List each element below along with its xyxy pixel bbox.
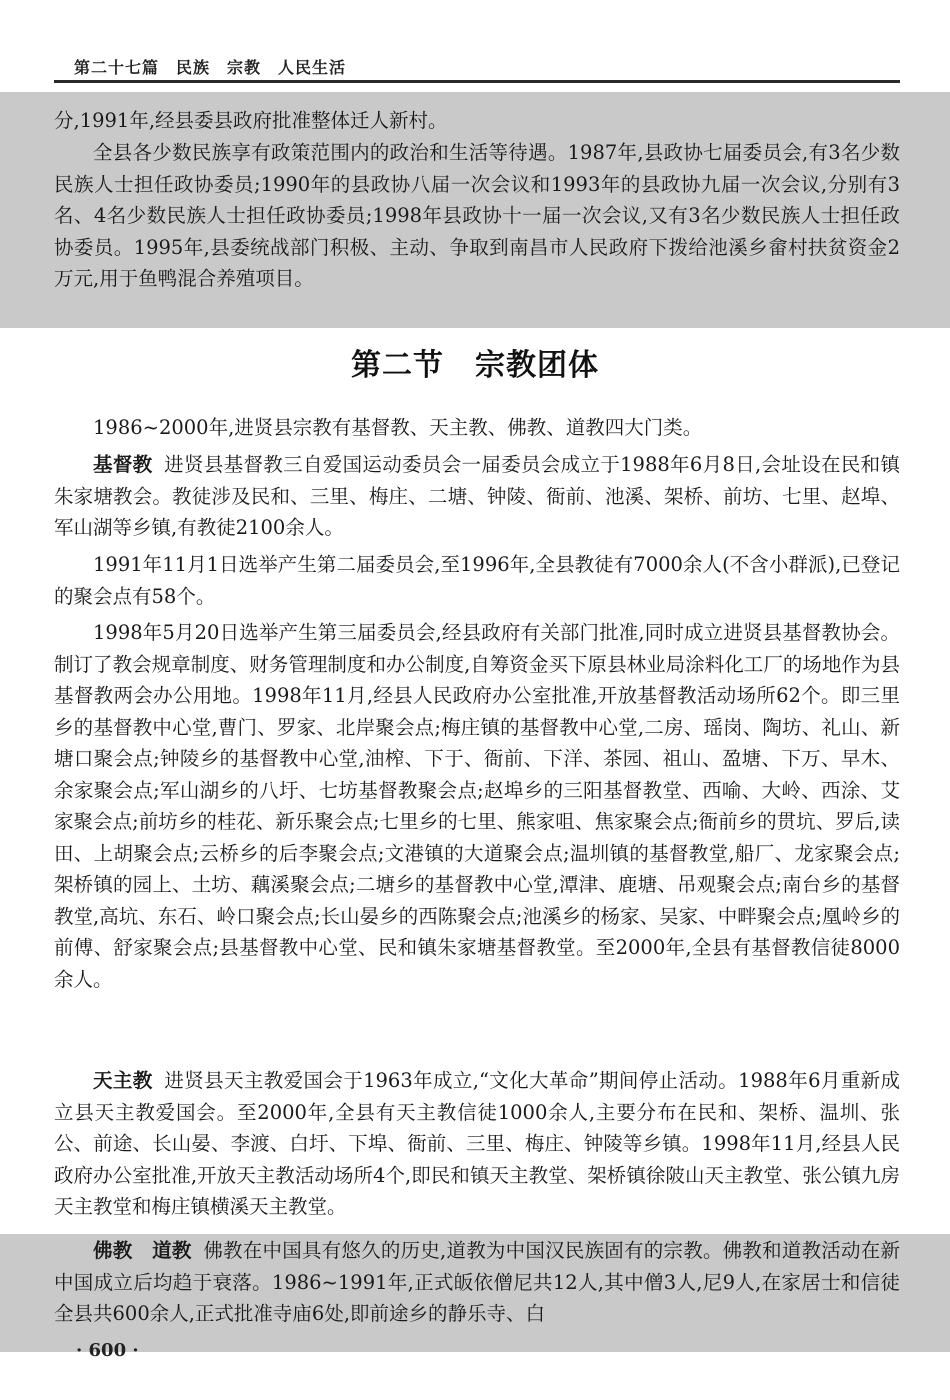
section-title: 第二节 宗教团体 [351, 348, 599, 383]
running-header-text: 第二十七篇 民族 宗教 人民生活 [74, 58, 347, 77]
paragraph-christianity-1 [54, 449, 900, 544]
running-header [54, 52, 900, 83]
buddhism-taoism-heading: 佛教 道教 [93, 1239, 192, 1262]
paragraph-buddhism-taoism [54, 1235, 900, 1330]
catholicism-text: 进贤县天主教爱国会于1963年成立,“文化大革命”期间停止活动。1988年6月重新成立县天主教爱国会。至2000年,全县有天主教信徒1000余人,主要分布在民和、架桥、温圳、张公、前途、长山晏、李渡、白圩、下埠、衙前、三里、梅庄、钟陵等乡镇。1998年11月,经县人民政府办公室批准,开放天主教活动场所4个,即民和镇天主教堂、架桥镇徐陂山天主教堂、张公镇九房天主教堂和梅庄镇横溪天主教堂。 [54, 1069, 900, 1218]
catholicism-heading: 天主教 [93, 1069, 153, 1092]
buddhism-taoism-text: 佛教在中国具有悠久的历史,道教为中国汉民族固有的宗教。佛教和道教活动在新中国成立后均趋于衰落。1986~1991年,正式皈依僧尼共12人,其中僧3人,尼9人,在家居士和信徒全县共600余人,正式批准寺庙6处,即前途乡的静乐寺、白 [54, 1239, 900, 1325]
christianity-text-1: 进贤县基督教三自爱国运动委员会一届委员会成立于1988年6月8日,会址设在民和镇朱家塘教会。教徒涉及民和、三里、梅庄、二塘、钟陵、衙前、池溪、架桥、前坊、七里、赵埠、军山湖等乡镇,有教徒2100余人。 [54, 453, 900, 539]
paragraph-christianity-3: 1998年5月20日选举产生第三届委员会,经县政府有关部门批准,同时成立进贤县基督教协会。制订了教会规章制度、财务管理制度和办公制度,自筹资金买下原县林业局涂料化工厂的场地作为县基督教两会办公用地。1998年11月,经县人民政府办公室批准,开放基督教活动场所62个。即三里乡的基督教中心堂,曹门、罗家、北岸聚会点;梅庄镇的基督教中心堂,二房、瑶岗、陶坊、礼山、新塘口聚会点;钟陵乡的基督教中心堂,油榨、下于、衙前、下洋、茶园、祖山、盈塘、下万、早木、余家聚会点;军山湖乡的八圩、七坊基督教聚会点;赵埠乡的三阳基督教堂、西喻、大岭、西涂、艾家聚会点;前坊乡的桂花、新乐聚会点;七里乡的七里、熊家咀、焦家聚会点;衙前乡的贯坑、罗后,读田、上胡聚会点;云桥乡的后李聚会点;文港镇的大道聚会点;温圳镇的基督教堂,船厂、龙家聚会点;架桥镇的园上、土坊、藕溪聚会点;二塘乡的基督教中心堂,潭津、鹿塘、吊观聚会点;南台乡的基督教堂,高坑、东石、岭口聚会点;长山晏乡的西陈聚会点;池溪乡的杨家、吴家、中畔聚会点;凰岭乡的前傅、舒家聚会点;县基督教中心堂、民和镇朱家塘基督教堂。至2000年,全县有基督教信徒8000余人。 [54, 621, 900, 991]
paragraph-minority-treatment: 全县各少数民族享有政策范围内的政治和生活等待遇。1987年,县政协七届委员会,有3名少数民族人士担任政协委员;1990年的县政协八届一次会议和1993年的县政协九届一次会议,分别有3名、4名少数民族人士担任政协委员;1998年县政协十一届一次会议,又有3名少数民族人士担任政协委员。1995年,县委统战部门积极、主动、争取到南昌市人民政府下拨给池溪乡畲村扶贫资金2万元,用于鱼鸭混合养殖项目。 [54, 141, 900, 290]
christianity-heading: 基督教 [93, 453, 153, 476]
paragraph-intro: 1986~2000年,进贤县宗教有基督教、天主教、佛教、道教四大门类。 [93, 416, 703, 439]
paragraph-continued: 分,1991年,经县委县政府批准整体迁人新村。 [54, 109, 448, 132]
paragraph-christianity-2: 1991年11月1日选举产生第二届委员会,至1996年,全县教徒有7000余人(不含小群派),已登记的聚会点有58个。 [54, 553, 900, 608]
page-number: · 600 · [76, 1340, 139, 1361]
paragraph-catholicism [54, 1065, 900, 1223]
